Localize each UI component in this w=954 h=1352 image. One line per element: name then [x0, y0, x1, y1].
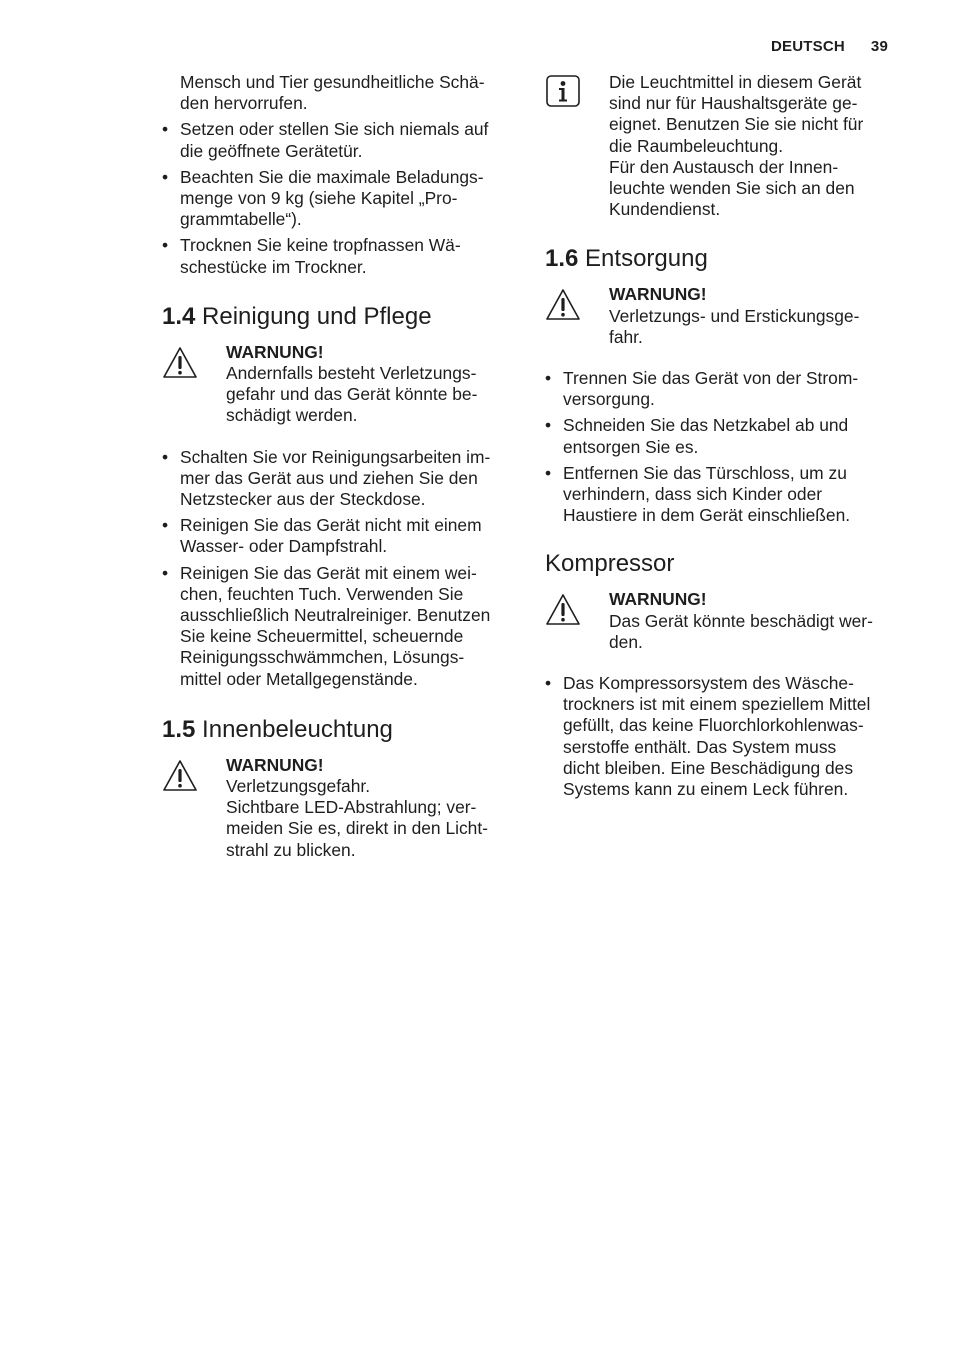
warning-text-line: Das Gerät könnte beschädigt wer- — [609, 610, 873, 631]
warning-text-line: Verletzungs- und Erstickungsge- — [609, 305, 860, 326]
section-title-1-4 — [162, 303, 518, 331]
warning-box — [162, 342, 518, 427]
text-line: Trocknen Sie keine tropfnassen Wä- — [180, 235, 461, 256]
list-item — [162, 119, 518, 161]
warning-text-line: Verletzungsgefahr. — [226, 776, 371, 797]
info-text-line: Für den Austausch der Innen- — [609, 156, 839, 177]
text-line: Reinigen Sie das Gerät mit einem wei- — [180, 562, 477, 583]
bullet-icon: • — [162, 446, 169, 467]
section-1-6-bullet-list — [545, 368, 901, 526]
warning-text-line: Andernfalls besteht Verletzungs- — [226, 363, 477, 384]
warning-text-line: meiden Sie es, direkt in den Licht- — [226, 818, 488, 839]
text-line: mer das Gerät aus und ziehen Sie den — [180, 467, 478, 488]
section-title-text: Kompressor — [545, 550, 675, 578]
bullet-icon: • — [545, 415, 552, 436]
bullet-icon: • — [545, 368, 552, 389]
list-item — [545, 673, 901, 800]
warning-triangle-icon — [162, 759, 198, 793]
warning-box — [545, 284, 901, 348]
warning-title: WARNUNG! — [609, 284, 707, 305]
text-line: Haustiere in dem Gerät einschließen. — [563, 505, 851, 526]
text-line: Sie keine Scheuermittel, scheuernde — [180, 626, 464, 647]
text-line: Netzstecker aus der Steckdose. — [180, 489, 426, 510]
warning-title: WARNUNG! — [226, 754, 324, 775]
text-line: Trennen Sie das Gerät von der Strom- — [563, 368, 859, 389]
text-line: Schalten Sie vor Reinigungsarbeiten im- — [180, 446, 491, 467]
info-box — [545, 72, 901, 220]
text-line: chen, feuchten Tuch. Verwenden Sie — [180, 583, 464, 604]
warning-text-line: den. — [609, 631, 643, 652]
list-item — [162, 235, 518, 277]
text-line: den hervorrufen. — [180, 93, 308, 114]
list-item — [545, 368, 901, 410]
warning-text-line: schädigt werden. — [226, 405, 358, 426]
text-line: versorgung. — [563, 389, 655, 410]
bullet-icon: • — [162, 562, 169, 583]
list-item — [162, 515, 518, 557]
info-text-line: Die Leuchtmittel in diesem Gerät — [609, 72, 862, 92]
text-line: Mensch und Tier gesundheitliche Schä- — [180, 72, 485, 92]
text-line: mittel oder Metallgegenstände. — [180, 668, 418, 689]
warning-triangle-icon — [162, 346, 198, 380]
text-line: Das Kompressorsystem des Wäsche- — [563, 673, 854, 694]
section-number: 1.5 — [162, 715, 196, 743]
left-column — [162, 72, 518, 861]
list-item — [162, 167, 518, 231]
section-title-text: Entsorgung — [585, 245, 708, 273]
intro-bullet-list — [162, 119, 518, 277]
warning-box — [162, 755, 518, 861]
info-text-line: sind nur für Haushaltsgeräte ge- — [609, 93, 858, 114]
text-line: gefüllt, das keine Fluorchlorkohlenwas- — [563, 715, 864, 736]
text-line: die geöffnete Gerätetür. — [180, 140, 363, 161]
warning-text-line: Sichtbare LED-Abstrahlung; ver- — [226, 797, 477, 818]
warning-title: WARNUNG! — [609, 589, 707, 610]
text-line: verhindern, dass sich Kinder oder — [563, 484, 823, 505]
bullet-icon: • — [162, 235, 169, 256]
section-title-1-5 — [162, 716, 518, 744]
intro-continuation — [162, 72, 518, 114]
section-title-1-6 — [545, 245, 901, 273]
bullet-icon: • — [162, 166, 169, 187]
warning-box — [545, 589, 901, 653]
section-number: 1.6 — [545, 245, 579, 273]
info-icon — [545, 74, 581, 108]
bullet-icon: • — [162, 119, 169, 140]
text-line: grammtabelle“). — [180, 209, 302, 230]
text-line: Entfernen Sie das Türschloss, um zu — [563, 462, 847, 483]
page-header — [771, 38, 888, 55]
text-line: schestücke im Trockner. — [180, 256, 367, 277]
text-line: serstoffe enthält. Das System muss — [563, 736, 837, 757]
header-language: DEUTSCH — [771, 38, 845, 55]
list-item — [162, 563, 518, 690]
list-item — [545, 415, 901, 457]
warning-text-line: gefahr und das Gerät könnte be- — [226, 384, 478, 405]
text-line: Setzen oder stellen Sie sich niemals auf — [180, 119, 489, 140]
text-line: menge von 9 kg (siehe Kapitel „Pro- — [180, 188, 458, 209]
text-line: Beachten Sie die maximale Beladungs- — [180, 166, 484, 187]
text-line: dicht bleiben. Eine Beschädigung des — [563, 757, 854, 778]
text-line: Schneiden Sie das Netzkabel ab und — [563, 415, 849, 436]
right-column — [545, 72, 901, 805]
text-line: Reinigen Sie das Gerät nicht mit einem — [180, 515, 482, 536]
section-number: 1.4 — [162, 302, 196, 330]
text-line: ausschließlich Neutralreiniger. Benutzen — [180, 605, 491, 626]
list-item — [162, 447, 518, 511]
info-text-line: Kundendienst. — [609, 199, 721, 220]
warning-text-line: fahr. — [609, 326, 643, 347]
text-line: entsorgen Sie es. — [563, 436, 699, 457]
list-item — [545, 463, 901, 527]
section-title-text: Reinigung und Pflege — [202, 302, 432, 330]
bullet-icon: • — [162, 515, 169, 536]
warning-triangle-icon — [545, 288, 581, 322]
section-title-text: Innenbeleuchtung — [202, 715, 393, 743]
info-text-line: leuchte wenden Sie sich an den — [609, 178, 855, 199]
kompressor-bullet-list — [545, 673, 901, 800]
warning-title: WARNUNG! — [226, 341, 324, 362]
header-page-number: 39 — [870, 38, 888, 55]
text-line: Reinigungsschwämmchen, Lösungs- — [180, 647, 465, 668]
warning-text-line: strahl zu blicken. — [226, 839, 356, 860]
info-text-line: die Raumbeleuchtung. — [609, 135, 784, 156]
bullet-icon: • — [545, 462, 552, 483]
text-line: trockners ist mit einem speziellem Mittel — [563, 694, 871, 715]
info-text-line: eignet. Benutzen Sie sie nicht für — [609, 114, 864, 135]
text-line: Systems kann zu einem Leck führen. — [563, 779, 849, 800]
section-1-4-bullet-list — [162, 447, 518, 690]
warning-triangle-icon — [545, 593, 581, 627]
bullet-icon: • — [545, 673, 552, 694]
text-line: Wasser- oder Dampfstrahl. — [180, 536, 388, 557]
section-title-kompressor — [545, 550, 901, 578]
